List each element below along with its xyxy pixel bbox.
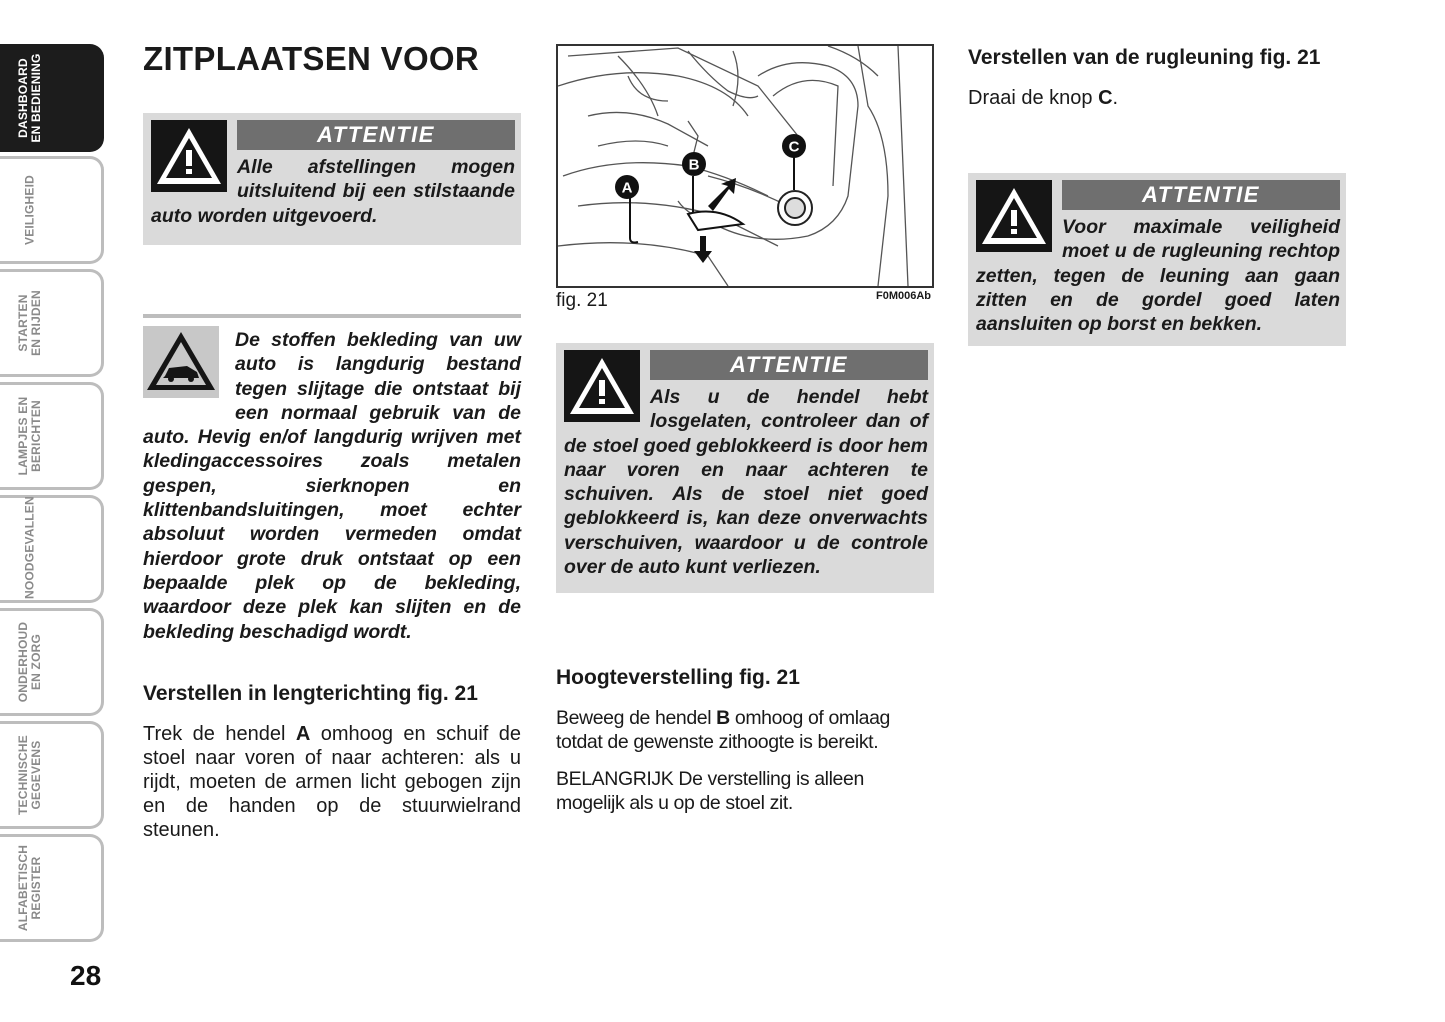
warning-text [151, 155, 515, 228]
warning-text-content: Als u de hendel hebt losgelaten, controleer dan of de stoel goed geblokkeerd is door hem naar voren en naar achteren te schuiven. Als de stoel niet goed geblokkeerd is, kan deze onverwachts verschuiven, waardoor u de controle over de auto kunt verliezen. [564, 386, 928, 579]
key-label: A [295, 723, 311, 745]
height-text [556, 706, 934, 754]
warning-text [976, 215, 1340, 336]
seat-illustration [558, 46, 932, 286]
backrest-text [968, 86, 1346, 110]
warning-box [143, 113, 521, 245]
tab-lampjes[interactable] [0, 382, 104, 490]
key-label: C [1098, 87, 1113, 109]
divider [143, 314, 521, 318]
seat-figure [556, 44, 934, 288]
tab-label: ONDERHOUD EN ZORG [16, 621, 43, 703]
section-heading-lengthwise: Verstellen in lengterichting fig. 21 [143, 682, 478, 705]
warning-text [564, 385, 928, 579]
tab-label: NOODGEVALLEN [22, 496, 37, 599]
tab-veiligheid[interactable] [0, 156, 104, 264]
figure-caption: fig. 21 [556, 290, 608, 311]
tab-label: STARTEN EN RIJDEN [16, 290, 43, 356]
warning-heading: ATTENTIE [237, 120, 515, 150]
text-run: . [1112, 87, 1119, 109]
warning-heading: ATTENTIE [650, 350, 928, 380]
text-run: Beweeg de hendel [556, 707, 717, 729]
warning-heading: ATTENTIE [1062, 180, 1340, 210]
warning-box [968, 173, 1346, 346]
figure-code: F0M006Ab [876, 290, 932, 302]
figure-label-a: A [621, 179, 633, 197]
tab-technische[interactable] [0, 721, 104, 829]
text-run: Trek de hendel [143, 723, 296, 745]
tab-register[interactable] [0, 834, 104, 942]
fabric-note-text: De stoffen bekleding van uw auto is langdurig bestand tegen slijtage die ontstaat bij een normaal gebruik van de auto. Hevig en/of langdurig wrijven met kledingaccessoires zoals metalen gespen, sierknopen en klittenbandsluitingen, moet echter absoluut worden vermeden omdat hierdoor grote druk ontstaat op een bepaalde plek op de bekleding, waardoor deze plek kan slijten en de bekleding beschadigd wordt. [143, 329, 521, 643]
fabric-note [143, 328, 521, 644]
page-number: 28 [70, 960, 102, 991]
tab-dashboard[interactable] [0, 44, 104, 152]
lengthwise-text [143, 722, 521, 842]
page-title: ZITPLAATSEN VOOR [143, 40, 480, 77]
warning-text-content: Alle afstellingen mogen uitsluitend bij een stilstaande auto worden uitgevoerd. [151, 156, 515, 227]
text-run: omhoog of omlaag totdat de gewenste zithoogte is bereikt. [556, 707, 890, 753]
tab-noodgevallen[interactable] [0, 495, 104, 603]
tab-label: LAMPJES EN BERICHTEN [16, 396, 43, 476]
tab-label: VEILIGHEID [22, 175, 37, 246]
tab-label: TECHNISCHE GEGEVENS [16, 735, 43, 816]
warning-text-content: Voor maximale veiligheid moet u de rugleuning rechtop zetten, tegen de leuning aan gaan zitten en de gordel goed laten aansluiten op borst en bekken. [976, 216, 1340, 336]
figure-label-b: B [688, 156, 700, 174]
tab-label: DASHBOARD EN BEDIENING [16, 53, 43, 143]
text-run: omhoog en schuif de stoel naar voren of naar achteren: als u rijdt, moeten de armen licht gebogen zijn en de handen op de stuurwielrand steunen. [143, 723, 522, 841]
warning-box [556, 343, 934, 593]
tab-label: ALFABETISCH REGISTER [16, 844, 43, 932]
tab-onderhoud[interactable] [0, 608, 104, 716]
tab-starten[interactable] [0, 269, 104, 377]
figure-label-c: C [788, 138, 800, 156]
key-label: B [716, 707, 730, 729]
section-heading-backrest: Verstellen van de rugleuning fig. 21 [968, 46, 1321, 69]
section-heading-height: Hoogteverstelling fig. 21 [556, 666, 800, 689]
text-run: Draai de knop [968, 87, 1099, 109]
important-note: BELANGRIJK De verstelling is alleen mogelijk als u op de stoel zit. [556, 768, 864, 814]
